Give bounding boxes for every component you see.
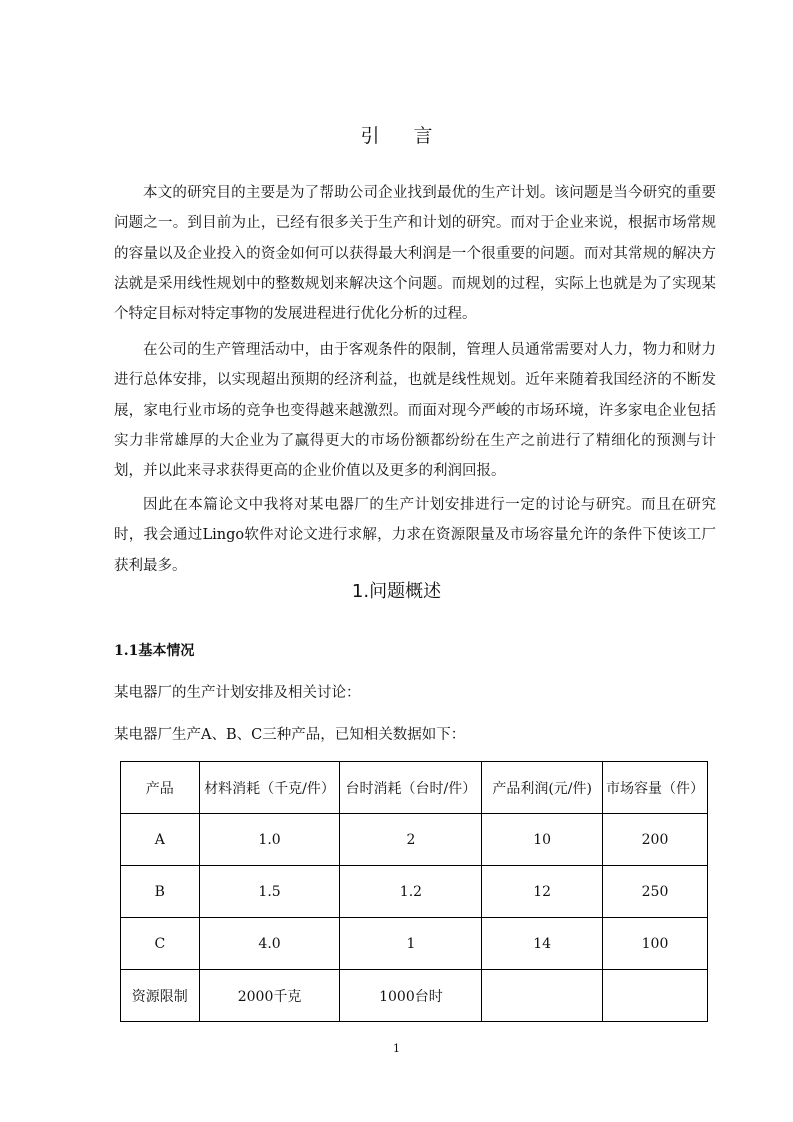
table-cell: B	[121, 866, 200, 918]
title-char-1: 引	[360, 125, 380, 147]
title-char-2: 言	[413, 125, 433, 147]
table-cell: 1.0	[199, 814, 340, 866]
table-cell: A	[121, 814, 200, 866]
table-header-cell: 产品利润(元/件)	[482, 762, 603, 814]
page-number: 1	[393, 1042, 400, 1055]
table-cell: 200	[603, 814, 708, 866]
table-cell: 1.2	[340, 866, 482, 918]
table-cell: 1	[340, 918, 482, 970]
page-title	[0, 124, 793, 148]
table-cell: 2000千克	[199, 970, 340, 1022]
table-header-cell: 市场容量（件）	[603, 762, 708, 814]
table-cell: 1000台时	[340, 970, 482, 1022]
table-row	[121, 866, 708, 918]
table-cell	[482, 970, 603, 1022]
table-header-cell: 材料消耗（千克/件）	[199, 762, 340, 814]
table-row	[121, 970, 708, 1022]
table-cell: C	[121, 918, 200, 970]
table-cell	[603, 970, 708, 1022]
table-row	[121, 918, 708, 970]
table-cell: 12	[482, 866, 603, 918]
table-row	[121, 814, 708, 866]
table-header-row	[121, 762, 708, 814]
table-cell: 250	[603, 866, 708, 918]
table-cell: 4.0	[199, 918, 340, 970]
table-cell: 2	[340, 814, 482, 866]
data-table	[120, 761, 708, 1022]
table-cell: 资源限制	[121, 970, 200, 1022]
paragraph-2: 在公司的生产管理活动中，由于客观条件的限制，管理人员通常需要对人力，物力和财力进行总体安排，以实现超出预期的经济利益，也就是线性规划。近年来随着我国经济的不断发展，家电行业市场的竞争也变得越来越激烈。而面对现今严峻的市场环境，许多家电企业包括实力非常雄厚的大企业为了赢得更大的市场份额都纷纷在生产之前进行了精细化的预测与计划，并以此来寻求获得更高的企业价值以及更多的利润回报。	[114, 342, 716, 480]
table-cell: 10	[482, 814, 603, 866]
paragraph-3: 因此在本篇论文中我将对某电器厂的生产计划安排进行一定的讨论与研究。而且在研究时，我会通过Lingo软件对论文进行求解，力求在资源限量及市场容量允许的条件下使该工厂获利最多。	[114, 497, 716, 574]
section-heading: 1.问题概述	[351, 581, 442, 602]
table-header-cell: 产品	[121, 762, 200, 814]
table-cell: 14	[482, 918, 603, 970]
paragraph-1: 本文的研究目的主要是为了帮助公司企业找到最优的生产计划。该问题是当今研究的重要问题之一。到目前为止，已经有很多关于生产和计划的研究。而对于企业来说，根据市场常规的容量以及企业投入的资金如何可以获得最大利润是一个很重要的问题。而对其常规的解决方法就是采用线性规划中的整数规划来解决这个问题。而规划的过程，实际上也就是为了实现某个特定目标对特定事物的发展进程进行优化分析的过程。	[114, 185, 716, 323]
intro-line-2: 某电器厂生产A、B、C三种产品，已知相关数据如下：	[114, 727, 466, 743]
intro-line-1: 某电器厂的生产计划安排及相关讨论：	[114, 685, 361, 701]
table-cell: 100	[603, 918, 708, 970]
table-cell: 1.5	[199, 866, 340, 918]
subsection-heading: 1.1基本情况	[114, 643, 195, 659]
table-header-cell: 台时消耗（台时/件）	[340, 762, 482, 814]
